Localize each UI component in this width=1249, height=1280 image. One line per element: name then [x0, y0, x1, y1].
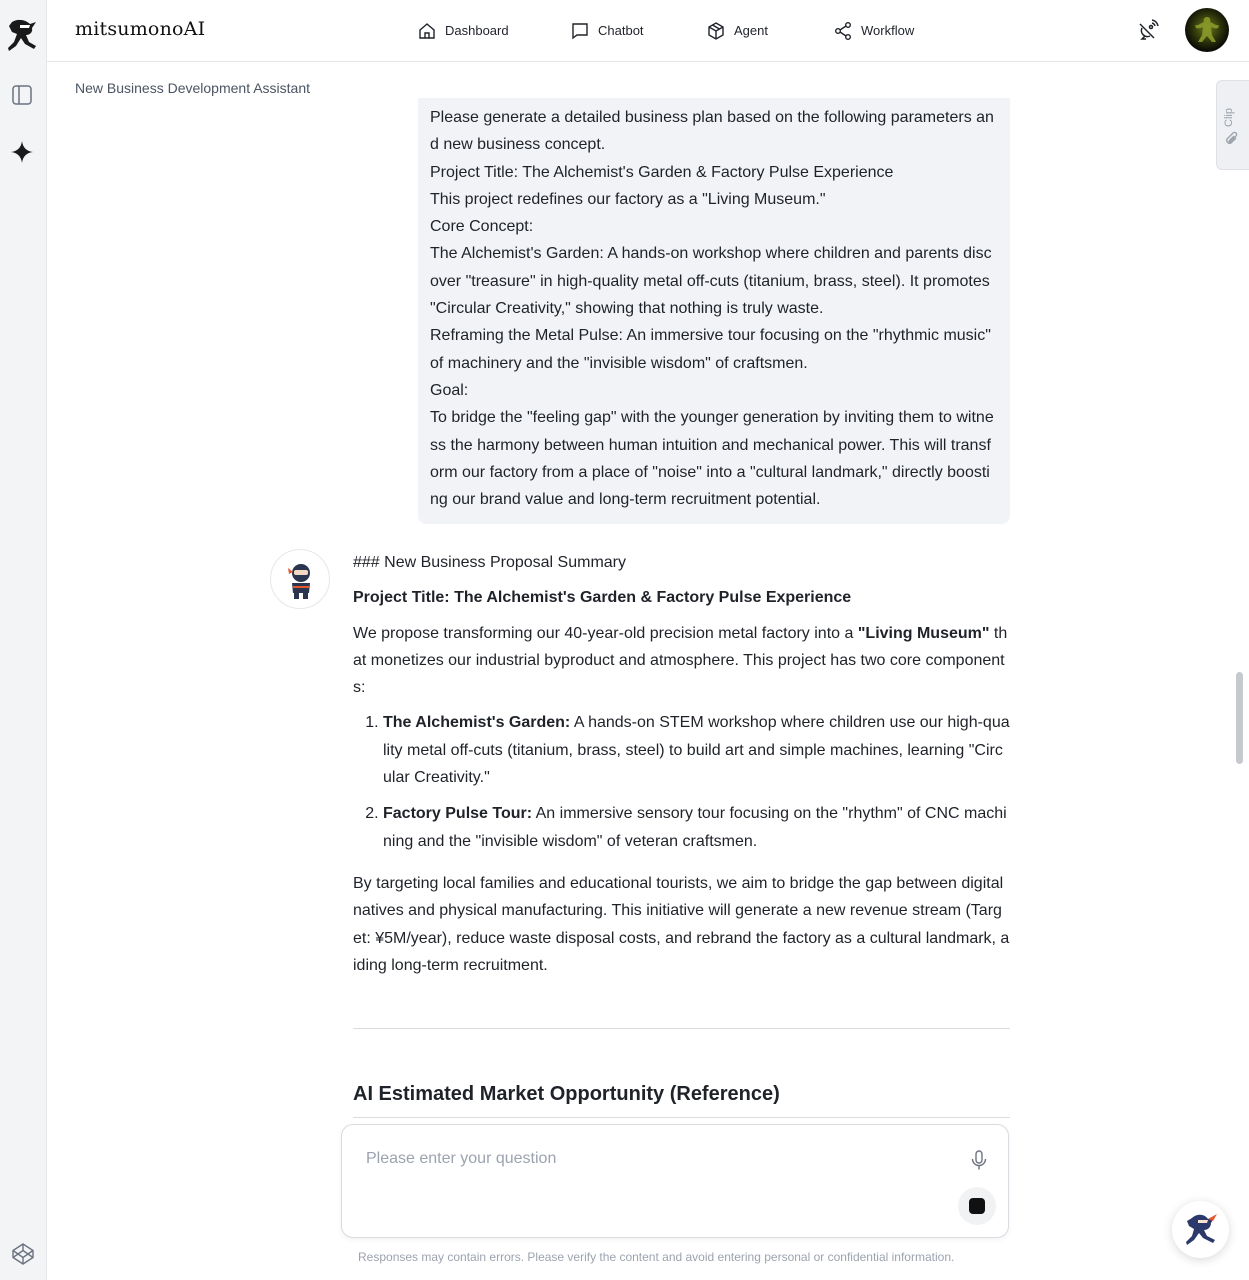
markdown-heading-text: ### New Business Proposal Summary: [353, 554, 627, 571]
list-item-title: The Alchemist's Garden:: [383, 714, 571, 732]
list-item-text: An immersive sensory tour focusing on the "rhythm" of CNC machining and the "invisible wisdom" of veteran craftsmen.: [383, 805, 1007, 850]
chat-bubble-icon: [570, 21, 590, 41]
closing-paragraph: By targeting local families and educational tourists, we aim to bridge the gap between digital natives and physical manufacturing. This initiative will generate a new revenue stream (Target: ¥5M/year), reduce waste disposal costs, and rebrand the factory as a cultural landmark, aiding long-term recruitment.: [353, 874, 1010, 974]
bot-avatar: [270, 549, 330, 609]
user-message-line: Reframing the Metal Pulse: An immersive tour focusing on the "rhythmic music" of machinery and the "invisible wisdom" of craftsmen.: [430, 327, 991, 372]
chat-input-box: [341, 1124, 1009, 1238]
project-title: Project Title: The Alchemist's Garden & Factory Pulse Experience: [353, 589, 852, 607]
avatar-figure-icon: [1185, 8, 1229, 52]
user-message: [418, 98, 1010, 524]
sparkle-icon[interactable]: [10, 140, 34, 164]
bot-message: [353, 548, 1010, 1118]
stop-generation-button[interactable]: [958, 1187, 996, 1225]
user-message-line: Goal:: [430, 381, 469, 399]
ninja-logo-icon[interactable]: [6, 16, 40, 54]
microphone-icon[interactable]: [968, 1149, 990, 1171]
section-divider: [353, 1028, 1010, 1029]
intro-emphasis: "Living Museum": [857, 624, 990, 642]
chat-scrollbar-thumb[interactable]: [1236, 672, 1243, 764]
heading-underline: [353, 1117, 1010, 1118]
user-message-line: This project redefines our factory as a "Living Museum.": [430, 190, 826, 208]
list-item-title: Factory Pulse Tour:: [383, 805, 533, 823]
sidebar-toggle-icon[interactable]: [11, 84, 33, 106]
intro-text-end: that monetizes our industrial byproduct and atmosphere. This project has two core components:: [353, 624, 1008, 697]
nav-agent[interactable]: [706, 0, 768, 61]
stop-icon: [969, 1198, 985, 1214]
intro-paragraph: [353, 620, 1010, 702]
nav-workflow-label: Workflow: [861, 23, 915, 38]
codepen-cube-icon[interactable]: [11, 1242, 35, 1266]
ninja-mascot-icon: [1182, 1210, 1220, 1248]
chat-scrollbar[interactable]: [1232, 96, 1246, 1116]
share-nodes-icon: [833, 21, 853, 41]
nav-chatbot[interactable]: [570, 0, 644, 61]
user-avatar[interactable]: [1185, 8, 1229, 52]
home-icon: [417, 21, 437, 41]
nav-dashboard[interactable]: [417, 0, 509, 61]
components-list: [353, 709, 1010, 854]
nav-workflow[interactable]: [833, 0, 914, 61]
brand-name: mitsumonoAI: [75, 18, 206, 40]
section-heading: AI Estimated Market Opportunity (Reference): [353, 1083, 780, 1106]
disclaimer-text: Responses may contain errors. Please verify the content and avoid entering personal or confidential information.: [358, 1250, 955, 1264]
list-item-text: A hands-on STEM workshop where children use our high-quality metal off-cuts (titanium, brass, steel) to build art and simple machines, learning "Circular Creativity.": [383, 714, 1010, 787]
assistant-name: New Business Development Assistant: [75, 80, 310, 96]
cube-icon: [706, 21, 726, 41]
nav-chatbot-label: Chatbot: [598, 23, 644, 38]
user-message-line: Please generate a detailed business plan based on the following parameters and new business concept.: [430, 109, 994, 154]
ninja-bot-icon: [271, 550, 331, 610]
broadcast-icon[interactable]: [1137, 19, 1159, 41]
user-message-line: Core Concept:: [430, 218, 534, 236]
clip-label: Clip: [1223, 108, 1235, 127]
nav-dashboard-label: Dashboard: [445, 23, 509, 38]
intro-text: We propose transforming our 40-year-old precision metal factory into a: [353, 624, 858, 642]
list-item: [383, 709, 1010, 791]
left-rail: [0, 0, 47, 1280]
question-input[interactable]: [366, 1147, 926, 1171]
user-message-line: To bridge the "feeling gap" with the younger generation by inviting them to witness the harmony between human intuition and mechanical power. This will transform our factory from a place of "noise" into a "cultural landmark," directly boosting our brand value and long-term recruitment potential.: [430, 409, 994, 509]
nav-agent-label: Agent: [734, 23, 768, 38]
floating-assistant-button[interactable]: [1172, 1201, 1229, 1258]
user-message-line: Project Title: The Alchemist's Garden & Factory Pulse Experience: [430, 163, 894, 181]
user-message-line: The Alchemist's Garden: A hands-on workshop where children and parents discover "treasure" in high-quality metal off-cuts (titanium, brass, steel). It promotes "Circular Creativity," showing that nothing is truly waste.: [430, 245, 992, 318]
list-item: [383, 800, 1010, 855]
top-header: [47, 0, 1249, 62]
